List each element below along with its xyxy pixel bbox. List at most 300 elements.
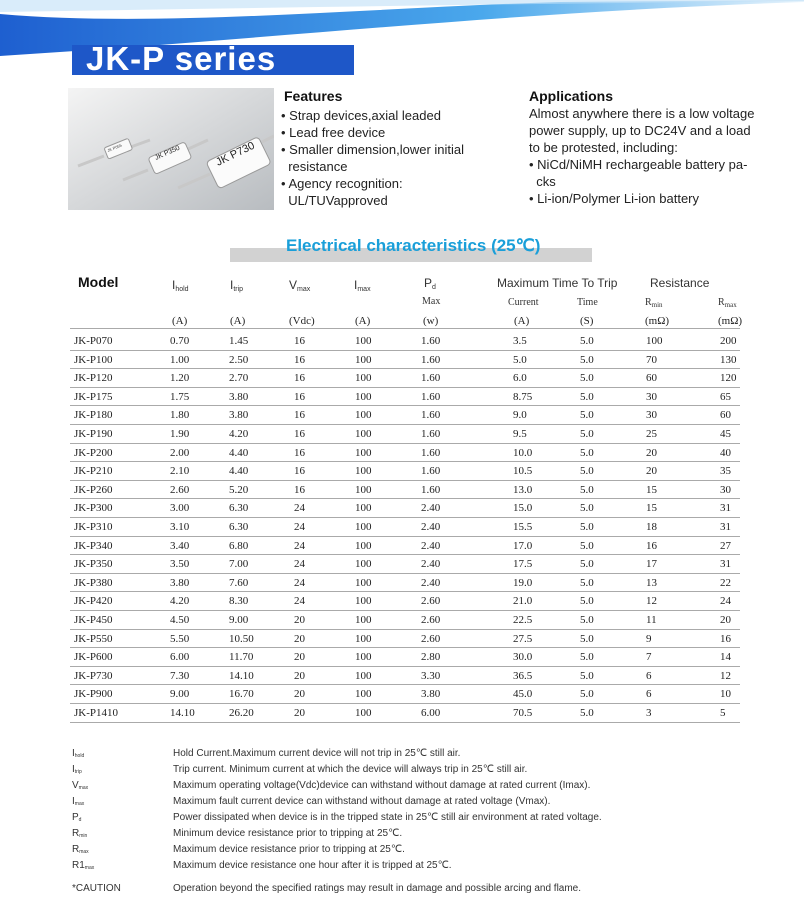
glossary-symbol: [72, 860, 94, 871]
table-rule: [70, 387, 740, 388]
header-rmin-sub: min: [651, 301, 663, 309]
value-cell: 1.60: [421, 353, 441, 366]
value-cell: 6.30: [229, 521, 249, 533]
value-cell: 10.5: [513, 465, 533, 478]
value-cell: 2.40: [421, 558, 441, 571]
value-cell: 9: [646, 632, 652, 645]
value-cell: 15.5: [513, 521, 533, 533]
header-model: Model: [78, 274, 119, 290]
application-line: cks: [529, 174, 556, 189]
value-cell: 26.20: [229, 707, 254, 719]
value-cell: 1.90: [170, 428, 190, 440]
glossary-symbol-main: V: [72, 780, 79, 791]
value-cell: 30.0: [513, 651, 533, 664]
value-cell: 5.50: [170, 632, 190, 645]
value-cell: 1.45: [229, 335, 249, 347]
model-cell: JK-P420: [74, 595, 113, 608]
product-photo: [68, 88, 274, 210]
glossary-symbol: [72, 780, 88, 791]
value-cell: 2.50: [229, 353, 249, 366]
header-itrip-main: I: [230, 278, 234, 292]
value-cell: 5.0: [580, 707, 594, 719]
value-cell: 17.5: [513, 558, 533, 571]
value-cell: 24: [294, 521, 305, 533]
value-cell: 31: [720, 502, 731, 515]
photo-label-medium: JK P350: [153, 144, 181, 162]
value-cell: 100: [355, 335, 372, 347]
unit-label: (mΩ): [645, 315, 670, 327]
value-cell: 16: [294, 409, 305, 422]
value-cell: 5.0: [580, 595, 594, 608]
value-cell: 100: [355, 707, 372, 719]
glossary-symbol: [72, 828, 87, 839]
table-rule: [70, 350, 740, 351]
value-cell: 9.00: [229, 614, 249, 626]
value-cell: 0.70: [170, 335, 190, 347]
header-itrip: [230, 278, 243, 293]
value-cell: 16: [294, 372, 305, 385]
unit-label: (A): [230, 315, 246, 327]
value-cell: 2.40: [421, 521, 441, 533]
value-cell: 15: [646, 483, 657, 496]
value-cell: 1.80: [170, 409, 190, 422]
value-cell: 14: [720, 651, 731, 664]
value-cell: 1.20: [170, 372, 190, 385]
value-cell: 5.0: [580, 614, 594, 626]
value-cell: 100: [355, 688, 372, 701]
value-cell: 5: [720, 707, 726, 719]
value-cell: 40: [720, 446, 731, 459]
value-cell: 2.10: [170, 465, 190, 478]
electrical-characteristics-title: Electrical characteristics (25℃): [286, 236, 541, 255]
glossary-description: Maximum device resistance one hour after it is tripped at 25℃.: [173, 860, 452, 871]
application-line: • Li-ion/Polymer Li-ion battery: [529, 191, 700, 206]
photo-label-small: JK P055: [106, 142, 123, 153]
value-cell: 1.60: [421, 446, 441, 459]
glossary-symbol-sub: max: [74, 801, 85, 807]
value-cell: 70.5: [513, 707, 533, 719]
value-cell: 3.40: [170, 539, 190, 552]
value-cell: 6.0: [513, 372, 527, 385]
value-cell: 27: [720, 539, 731, 552]
value-cell: 100: [355, 669, 372, 682]
glossary-symbol-main: R1: [72, 860, 85, 871]
page-title: JK-P series: [86, 40, 277, 77]
value-cell: 15: [646, 502, 657, 515]
model-cell: JK-P180: [74, 409, 113, 422]
value-cell: 20: [720, 614, 731, 626]
value-cell: 16: [294, 335, 305, 347]
model-cell: JK-P070: [74, 335, 113, 347]
features-list: [281, 107, 521, 217]
value-cell: 5.0: [580, 483, 594, 496]
model-cell: JK-P200: [74, 446, 113, 459]
value-cell: 5.0: [580, 669, 594, 682]
value-cell: 5.20: [229, 483, 249, 496]
table-rule: [70, 610, 740, 611]
model-cell: JK-P350: [74, 558, 113, 571]
value-cell: 24: [294, 595, 305, 608]
value-cell: 1.60: [421, 428, 441, 440]
value-cell: 3.80: [229, 390, 249, 403]
value-cell: 8.30: [229, 595, 249, 608]
value-cell: 5.0: [580, 409, 594, 422]
glossary-symbol-sub: hold: [74, 753, 85, 759]
value-cell: 18: [646, 521, 657, 533]
value-cell: 1.75: [170, 390, 190, 403]
value-cell: 3.10: [170, 521, 190, 533]
glossary-symbol-sub: trip: [74, 769, 82, 775]
table-rule: [70, 461, 740, 462]
value-cell: 6.00: [170, 651, 190, 664]
table-rule: [70, 368, 740, 369]
model-cell: JK-P120: [74, 372, 113, 385]
table-rule: [70, 647, 740, 648]
unit-label: (Vdc): [289, 315, 315, 327]
value-cell: 16: [294, 428, 305, 440]
glossary-symbol: [72, 748, 84, 759]
header-ihold-sub: hold: [175, 286, 189, 293]
model-cell: JK-P900: [74, 688, 113, 701]
value-cell: 5.0: [580, 521, 594, 533]
header-max-time: Maximum Time To Trip: [497, 276, 618, 290]
value-cell: 5.0: [580, 539, 594, 552]
value-cell: 17.0: [513, 539, 533, 552]
value-cell: 60: [646, 372, 657, 385]
value-cell: 20: [646, 465, 657, 478]
value-cell: 3.80: [421, 688, 441, 701]
value-cell: 1.60: [421, 335, 441, 347]
value-cell: 100: [355, 576, 372, 589]
model-cell: JK-P730: [74, 669, 113, 682]
value-cell: 16: [294, 353, 305, 366]
applications-list: [529, 105, 769, 215]
value-cell: 19.0: [513, 576, 533, 589]
value-cell: 4.50: [170, 614, 190, 626]
value-cell: 12: [646, 595, 657, 608]
header-ihold: [172, 278, 189, 293]
feature-line: UL/TUVapproved: [281, 193, 388, 208]
value-cell: 3.30: [421, 669, 441, 682]
table-rule: [70, 405, 740, 406]
photo-label-large: JK P730: [214, 139, 257, 169]
feature-line: • Lead free device: [281, 125, 386, 140]
value-cell: 21.0: [513, 595, 533, 608]
value-cell: 100: [355, 521, 372, 533]
unit-label: (w): [423, 315, 439, 327]
table-rule: [70, 536, 740, 537]
feature-line: resistance: [281, 159, 348, 174]
value-cell: 20: [294, 632, 305, 645]
value-cell: 1.60: [421, 390, 441, 403]
value-cell: 16: [294, 446, 305, 459]
value-cell: 5.0: [580, 446, 594, 459]
value-cell: 35: [720, 465, 731, 478]
value-cell: 5.0: [580, 632, 594, 645]
model-cell: JK-P100: [74, 353, 113, 366]
unit-label: (A): [355, 315, 371, 327]
value-cell: 30: [646, 390, 657, 403]
glossary-description: Trip current. Minimum current at which the device will always trip in 25℃ still air.: [173, 764, 528, 775]
application-line: Almost anywhere there is a low voltage: [529, 106, 755, 121]
value-cell: 2.40: [421, 576, 441, 589]
value-cell: 5.0: [580, 465, 594, 478]
caution-text: Operation beyond the specified ratings may result in damage and possible arcing and flame.: [173, 883, 582, 894]
value-cell: 10: [720, 688, 731, 701]
value-cell: 100: [355, 409, 372, 422]
table-rule: [70, 517, 740, 518]
glossary-symbol: [72, 812, 81, 823]
value-cell: 22.5: [513, 614, 533, 626]
value-cell: 20: [294, 688, 305, 701]
feature-line: • Smaller dimension,lower initial: [281, 142, 465, 157]
value-cell: 200: [720, 335, 737, 347]
value-cell: 24: [294, 576, 305, 589]
value-cell: 100: [355, 372, 372, 385]
value-cell: 5.0: [580, 502, 594, 515]
value-cell: 17: [646, 558, 657, 571]
model-cell: JK-P190: [74, 428, 113, 440]
feature-line: • Strap devices,axial leaded: [281, 108, 441, 123]
model-cell: JK-P600: [74, 651, 113, 664]
value-cell: 6.00: [421, 707, 441, 719]
value-cell: 16: [720, 632, 731, 645]
value-cell: 100: [355, 539, 372, 552]
value-cell: 2.70: [229, 372, 249, 385]
value-cell: 20: [294, 707, 305, 719]
value-cell: 70: [646, 353, 657, 366]
table-rule: [70, 591, 740, 592]
table-rule: [70, 703, 740, 704]
glossary-description: Hold Current.Maximum current device will not trip in 25℃ still air.: [173, 748, 461, 759]
value-cell: 8.75: [513, 390, 533, 403]
table-rule: [70, 480, 740, 481]
value-cell: 2.40: [421, 502, 441, 515]
value-cell: 100: [355, 595, 372, 608]
glossary-symbol: [72, 844, 89, 855]
table-rule: [70, 424, 740, 425]
header-pd-sub: d: [432, 284, 436, 291]
header-rmin-main: R: [645, 297, 652, 308]
header-imax: [354, 278, 371, 293]
unit-label: (S): [580, 315, 594, 327]
value-cell: 16: [294, 483, 305, 496]
value-cell: 1.60: [421, 409, 441, 422]
glossary-symbol: [72, 764, 82, 775]
value-cell: 16.70: [229, 688, 254, 701]
glossary-description: Maximum fault current device can withstand without damage at rated voltage (Vmax).: [173, 796, 551, 807]
value-cell: 16: [646, 539, 657, 552]
value-cell: 5.0: [580, 353, 594, 366]
glossary-symbol: [72, 796, 84, 807]
feature-line: • Agency recognition:: [281, 176, 403, 191]
value-cell: 5.0: [580, 688, 594, 701]
value-cell: 15.0: [513, 502, 533, 515]
glossary-symbol-sub: max: [84, 865, 95, 871]
model-cell: JK-P210: [74, 465, 113, 478]
model-cell: JK-P175: [74, 390, 113, 403]
value-cell: 2.60: [421, 614, 441, 626]
value-cell: 30: [720, 483, 731, 496]
value-cell: 2.60: [421, 595, 441, 608]
glossary-symbol-sub: max: [78, 785, 89, 791]
table-rule: [70, 443, 740, 444]
value-cell: 31: [720, 521, 731, 533]
value-cell: 36.5: [513, 669, 533, 682]
value-cell: 9.00: [170, 688, 190, 701]
table-rule: [70, 554, 740, 555]
value-cell: 3.80: [170, 576, 190, 589]
value-cell: 4.20: [229, 428, 249, 440]
value-cell: 3.5: [513, 335, 527, 347]
unit-label: (mΩ): [718, 315, 743, 327]
value-cell: 100: [355, 390, 372, 403]
value-cell: 3.50: [170, 558, 190, 571]
header-resistance: Resistance: [650, 276, 710, 290]
glossary-symbol-sub: d: [78, 817, 82, 823]
value-cell: 9.0: [513, 409, 527, 422]
glossary-symbol-main: R: [72, 844, 80, 855]
glossary-description: Minimum device resistance prior to tripping at 25℃.: [173, 828, 403, 839]
table-rule: [70, 629, 740, 630]
glossary-symbol-main: I: [72, 796, 75, 807]
value-cell: 5.0: [580, 651, 594, 664]
glossary-symbol-sub: max: [79, 849, 89, 855]
value-cell: 20: [294, 651, 305, 664]
value-cell: 3: [646, 707, 652, 719]
unit-label: (A): [172, 315, 188, 327]
value-cell: 3.00: [170, 502, 190, 515]
value-cell: 10.50: [229, 632, 254, 645]
value-cell: 100: [355, 483, 372, 496]
value-cell: 20: [646, 446, 657, 459]
value-cell: 31: [720, 558, 731, 571]
value-cell: 5.0: [580, 576, 594, 589]
value-cell: 24: [720, 595, 731, 608]
value-cell: 2.80: [421, 651, 441, 664]
value-cell: 27.5: [513, 632, 533, 645]
header-pd-main: P: [424, 276, 433, 290]
table-rule: [70, 684, 740, 685]
value-cell: 130: [720, 353, 737, 366]
glossary-symbol-sub: min: [79, 833, 88, 839]
value-cell: 2.40: [421, 539, 441, 552]
value-cell: 100: [355, 502, 372, 515]
value-cell: 65: [720, 390, 731, 403]
value-cell: 2.60: [421, 632, 441, 645]
value-cell: 45: [720, 428, 731, 440]
header-imax-sub: max: [357, 286, 371, 293]
glossary-symbol-main: P: [72, 812, 79, 823]
header-pd: [424, 276, 436, 291]
model-cell: JK-P310: [74, 521, 113, 533]
value-cell: 6.80: [229, 539, 249, 552]
value-cell: 5.0: [580, 390, 594, 403]
header-time: Time: [577, 297, 598, 308]
value-cell: 4.40: [229, 446, 249, 459]
value-cell: 100: [646, 335, 663, 347]
value-cell: 24: [294, 502, 305, 515]
value-cell: 120: [720, 372, 737, 385]
value-cell: 6.30: [229, 502, 249, 515]
model-cell: JK-P450: [74, 614, 113, 626]
table-rule: [70, 328, 740, 329]
value-cell: 100: [355, 632, 372, 645]
value-cell: 1.60: [421, 465, 441, 478]
header-vmax-main: V: [289, 278, 298, 292]
value-cell: 100: [355, 614, 372, 626]
value-cell: 16: [294, 390, 305, 403]
value-cell: 2.60: [170, 483, 190, 496]
glossary-symbol-main: I: [72, 748, 75, 759]
value-cell: 1.60: [421, 483, 441, 496]
model-cell: JK-P1410: [74, 707, 119, 719]
value-cell: 100: [355, 651, 372, 664]
header-rmax: [718, 297, 737, 309]
value-cell: 4.40: [229, 465, 249, 478]
header-itrip-sub: trip: [233, 286, 244, 293]
value-cell: 30: [646, 409, 657, 422]
table-rule: [70, 722, 740, 723]
value-cell: 5.0: [580, 335, 594, 347]
value-cell: 5.0: [580, 372, 594, 385]
header-current: Current: [508, 297, 539, 308]
value-cell: 100: [355, 558, 372, 571]
value-cell: 7.00: [229, 558, 249, 571]
table-rule: [70, 666, 740, 667]
unit-label: (A): [514, 315, 530, 327]
value-cell: 1.00: [170, 353, 190, 366]
value-cell: 5.0: [513, 353, 527, 366]
application-line: to be protested, including:: [529, 140, 678, 155]
caution-label: *CAUTION: [72, 883, 121, 894]
value-cell: 5.0: [580, 428, 594, 440]
value-cell: 2.00: [170, 446, 190, 459]
header-rmax-sub: max: [724, 301, 737, 309]
value-cell: 3.80: [229, 409, 249, 422]
features-heading: Features: [284, 88, 343, 104]
value-cell: 9.5: [513, 428, 527, 440]
header-vmax-sub: max: [297, 286, 311, 293]
value-cell: 7.30: [170, 669, 190, 682]
model-cell: JK-P550: [74, 632, 113, 645]
value-cell: 20: [294, 669, 305, 682]
value-cell: 100: [355, 353, 372, 366]
value-cell: 4.20: [170, 595, 190, 608]
value-cell: 1.60: [421, 372, 441, 385]
model-cell: JK-P300: [74, 502, 113, 515]
value-cell: 13: [646, 576, 657, 589]
value-cell: 20: [294, 614, 305, 626]
header-rmin: [645, 297, 663, 309]
applications-heading: Applications: [529, 88, 614, 104]
value-cell: 12: [720, 669, 731, 682]
header-vmax: [289, 278, 310, 293]
glossary-description: Maximum device resistance prior to tripping at 25℃.: [173, 844, 405, 855]
value-cell: 11: [646, 614, 657, 626]
model-cell: JK-P380: [74, 576, 113, 589]
glossary-description: Power dissipated when device is in the tripped state in 25℃ still air environment at rated voltage.: [173, 812, 602, 823]
value-cell: 22: [720, 576, 731, 589]
header-pd-max: Max: [422, 296, 441, 307]
value-cell: 60: [720, 409, 731, 422]
table-rule: [70, 498, 740, 499]
model-cell: JK-P340: [74, 539, 113, 552]
value-cell: 6: [646, 688, 652, 701]
header-rmax-main: R: [718, 297, 725, 308]
model-cell: JK-P260: [74, 483, 113, 496]
value-cell: 11.70: [229, 651, 254, 664]
